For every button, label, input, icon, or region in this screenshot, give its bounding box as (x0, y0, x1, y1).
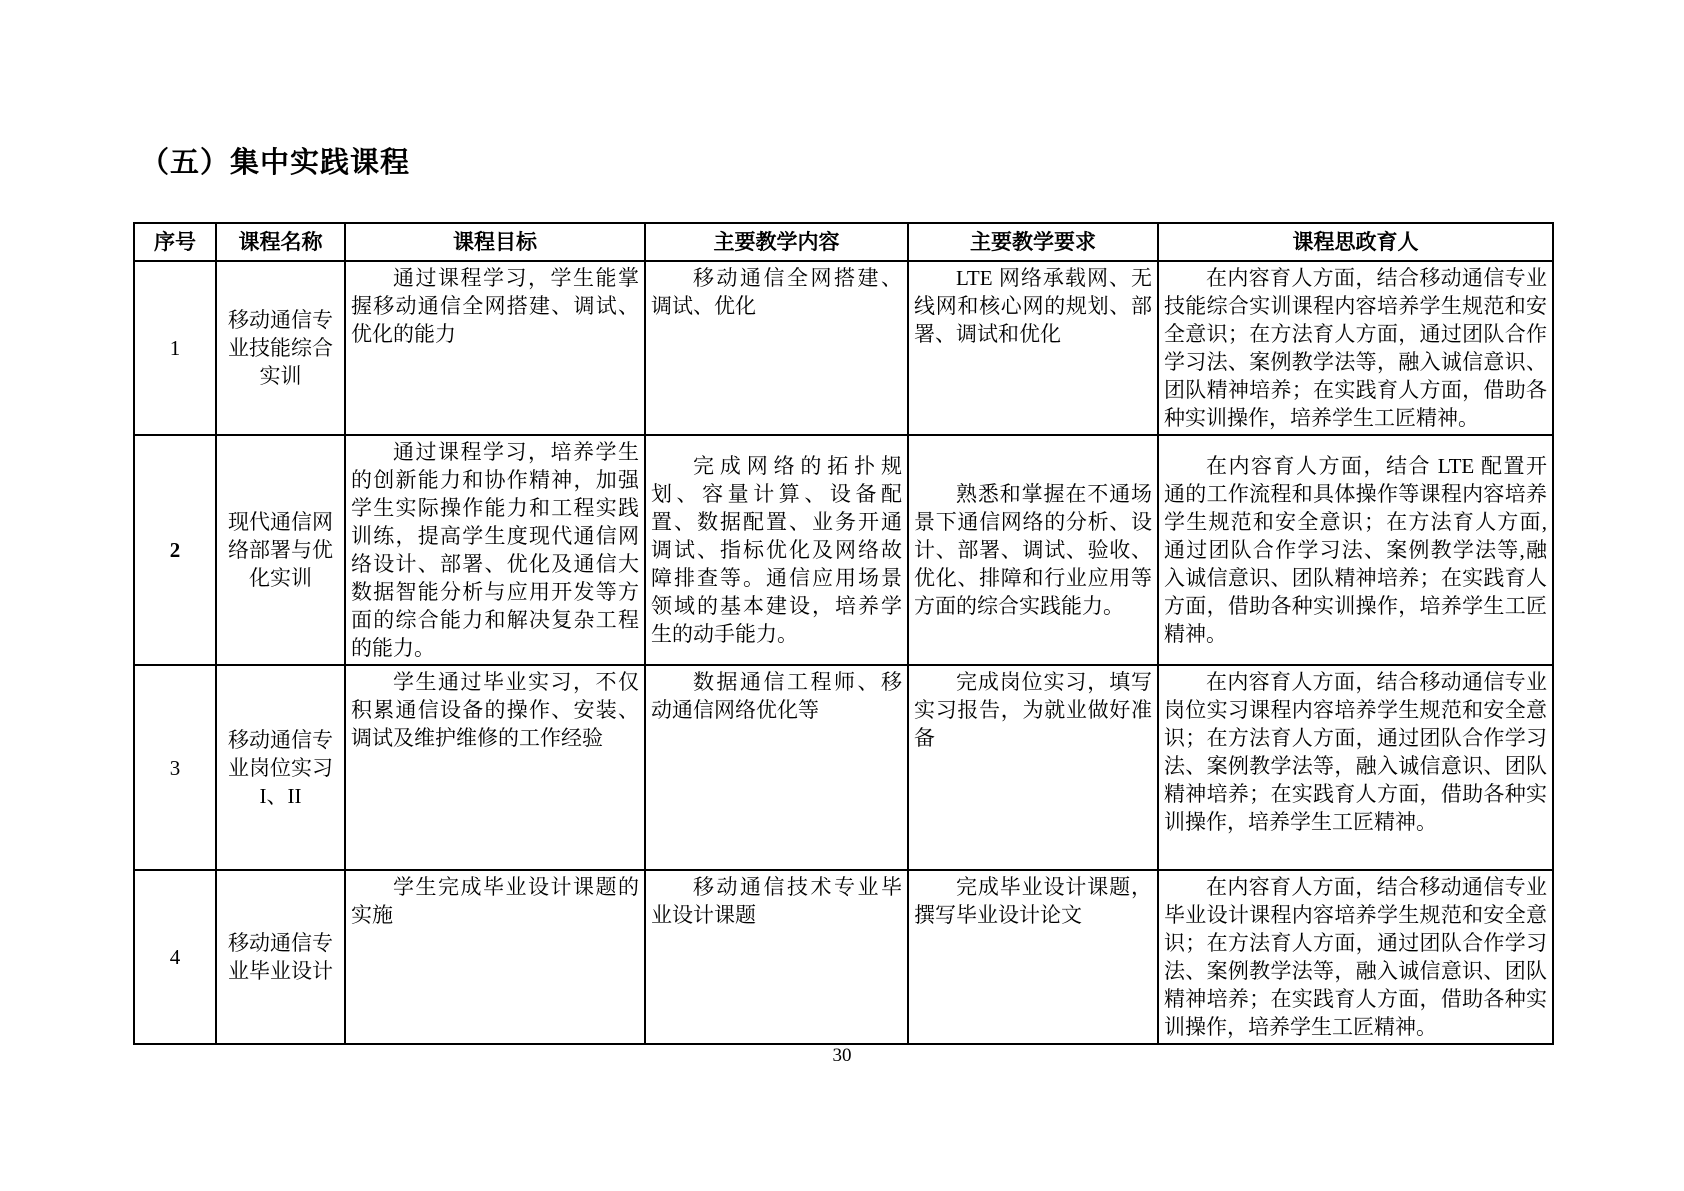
cell-index: 3 (134, 665, 216, 870)
cell-ideology: 在内容育人方面，结合移动通信专业毕业设计课程内容培养学生规范和安全意识；在方法育人方面，通过团队合作学习法、案例教学法等，融入诚信意识、团队精神培养；在实践育人方面，借助各种实训操作，培养学生工匠精神。 (1164, 875, 1547, 1039)
cell-course-name: 移动通信专业岗位实习 I、II (216, 665, 345, 870)
column-header-content: 主要教学内容 (645, 223, 908, 261)
cell-course-name: 移动通信专业毕业设计 (216, 870, 345, 1044)
cell-content: 完成网络的拓扑规划、容量计算、设备配置、数据配置、业务开通调试、指标优化及网络故障排查等。通信应用场景领域的基本建设，培养学生的动手能力。 (651, 454, 902, 646)
cell-ideology: 在内容育人方面，结合移动通信专业技能综合实训课程内容培养学生规范和安全意识；在方法育人方面，通过团队合作学习法、案例教学法等，融入诚信意识、团队精神培养；在实践育人方面，借助各种实训操作，培养学生工匠精神。 (1164, 266, 1547, 430)
cell-requirement: 熟悉和掌握在不通场景下通信网络的分析、设计、部署、调试、验收、优化、排障和行业应用等方面的综合实践能力。 (914, 482, 1152, 618)
cell-course-name: 现代通信网络部署与优化实训 (216, 435, 345, 665)
cell-course-name: 移动通信专业技能综合实训 (216, 261, 345, 435)
cell-content: 数据通信工程师、移动通信网络优化等 (651, 670, 902, 722)
cell-objective: 通过课程学习，学生能掌握移动通信全网搭建、调试、优化的能力 (351, 266, 639, 346)
table-row (134, 870, 1553, 1044)
column-header-requirement: 主要教学要求 (908, 223, 1158, 261)
table-header-row (134, 223, 1553, 261)
column-header-objective: 课程目标 (345, 223, 645, 261)
cell-requirement: 完成岗位实习，填写实习报告，为就业做好准备 (914, 670, 1152, 750)
cell-requirement: 完成毕业设计课题，撰写毕业设计论文 (914, 875, 1152, 927)
column-header-index: 序号 (134, 223, 216, 261)
page-title: （五）集中实践课程 (140, 147, 411, 179)
cell-content: 移动通信技术专业毕业设计课题 (651, 875, 902, 927)
table-row (134, 261, 1553, 435)
table-row (134, 665, 1553, 870)
column-header-course-name: 课程名称 (216, 223, 345, 261)
cell-objective: 学生通过毕业实习，不仅积累通信设备的操作、安装、调试及维护维修的工作经验 (351, 670, 639, 750)
cell-content: 移动通信全网搭建、调试、优化 (651, 266, 902, 318)
table-row (134, 435, 1553, 665)
column-header-ideology: 课程思政育人 (1158, 223, 1553, 261)
page-number: 30 (832, 1045, 852, 1066)
cell-objective: 通过课程学习，培养学生的创新能力和协作精神，加强学生实际操作能力和工程实践训练，提高学生度现代通信网络设计、部署、优化及通信大数据智能分析与应用开发等方面的综合能力和解决复杂工程的能力。 (351, 440, 639, 660)
cell-ideology: 在内容育人方面，结合 LTE 配置开通的工作流程和具体操作等课程内容培养学生规范和安全意识；在方法育人方面,通过团队合作学习法、案例教学法等,融入诚信意识、团队精神培养；在实践育人方面，借助各种实训操作，培养学生工匠精神。 (1164, 454, 1547, 646)
cell-index: 1 (134, 261, 216, 435)
cell-ideology: 在内容育人方面，结合移动通信专业岗位实习课程内容培养学生规范和安全意识；在方法育人方面，通过团队合作学习法、案例教学法等，融入诚信意识、团队精神培养；在实践育人方面，借助各种实训操作，培养学生工匠精神。 (1164, 670, 1547, 834)
cell-objective: 学生完成毕业设计课题的实施 (351, 875, 639, 927)
cell-index: 2 (134, 435, 216, 665)
practice-course-table (133, 222, 1554, 1045)
cell-index: 4 (134, 870, 216, 1044)
cell-requirement: LTE 网络承载网、无线网和核心网的规划、部署、调试和优化 (914, 266, 1152, 346)
